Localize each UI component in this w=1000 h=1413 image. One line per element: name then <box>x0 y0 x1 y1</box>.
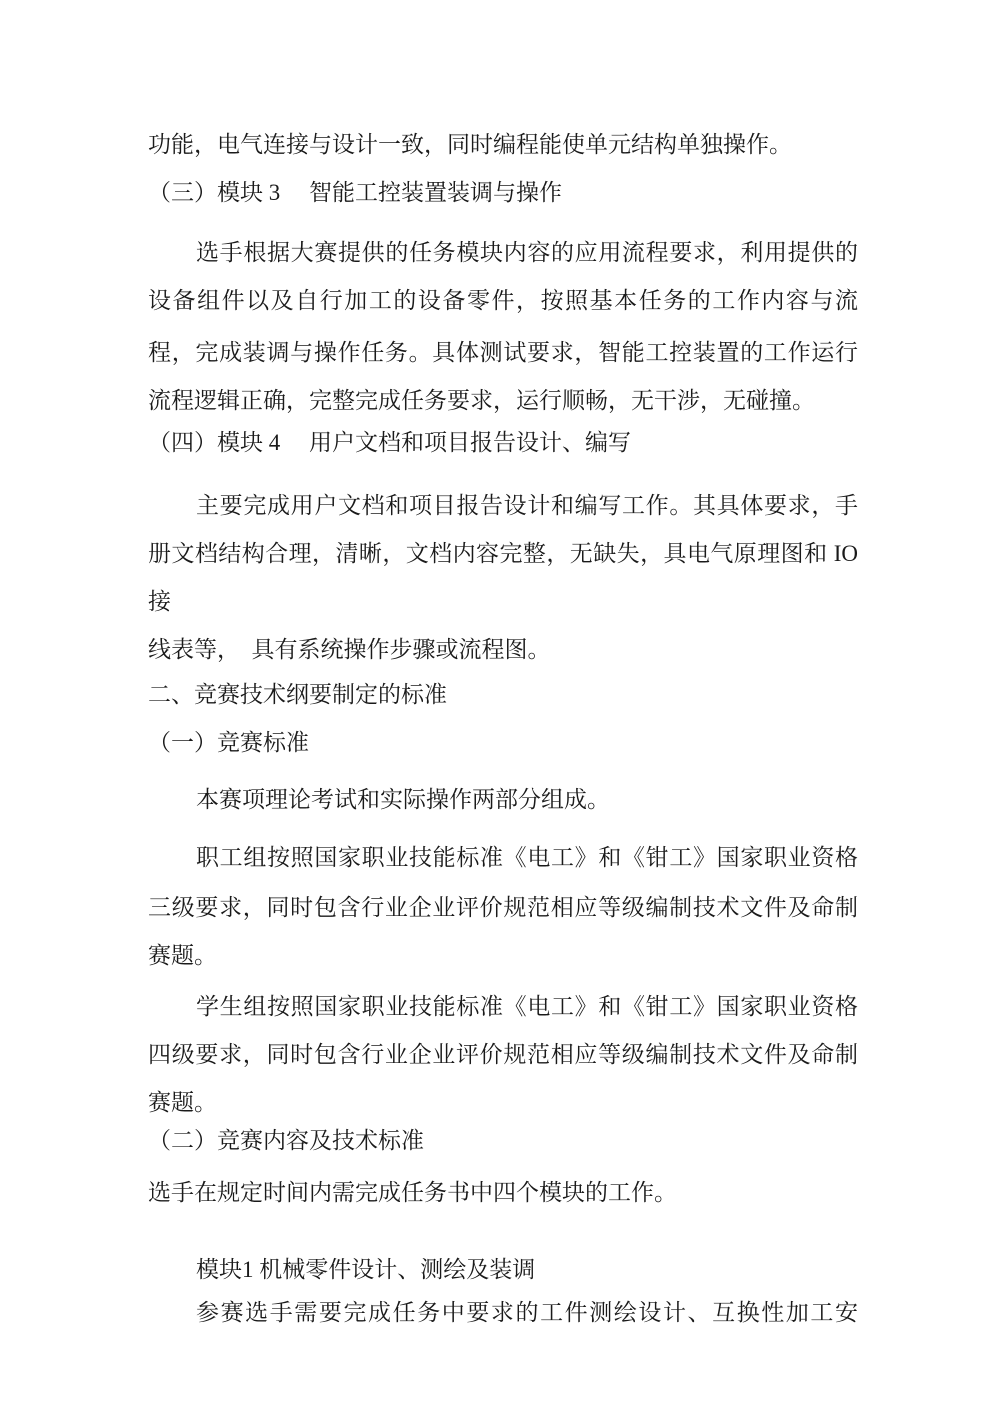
heading-module-3: （三）模块 3 智能工控装置装调与操作 <box>148 180 562 205</box>
paragraph-line: 主要完成用户文档和项目报告设计和编写工作。其具体要求，手 <box>196 493 858 518</box>
paragraph-line: 学生组按照国家职业技能标准《电工》和《钳工》国家职业资格 <box>196 994 858 1019</box>
heading-section-2: 二、竞赛技术纲要制定的标准 <box>148 682 447 707</box>
paragraph-line: 参赛选手需要完成任务中要求的工件测绘设计、互换性加工安 <box>196 1300 858 1325</box>
paragraph-line: 三级要求，同时包含行业企业评价规范相应等级编制技术文件及命制 <box>148 895 858 920</box>
heading-subsection-1: （一）竞赛标准 <box>148 730 309 755</box>
paragraph-line: 选手在规定时间内需完成任务书中四个模块的工作。 <box>148 1180 677 1205</box>
paragraph-line: 四级要求，同时包含行业企业评价规范相应等级编制技术文件及命制 <box>148 1042 858 1067</box>
paragraph-line: 程，完成装调与操作任务。具体测试要求，智能工控装置的工作运行 <box>148 340 858 365</box>
heading-module-4: （四）模块 4 用户文档和项目报告设计、编写 <box>148 430 631 455</box>
paragraph-line: 流程逻辑正确，完整完成任务要求，运行顺畅，无干涉，无碰撞。 <box>148 388 815 413</box>
paragraph-line: 功能，电气连接与设计一致，同时编程能使单元结构单独操作。 <box>148 132 792 157</box>
paragraph-line: 本赛项理论考试和实际操作两部分组成。 <box>196 787 610 812</box>
module1-title: 模块1 机械零件设计、测绘及装调 <box>196 1257 536 1282</box>
heading-subsection-2: （二）竞赛内容及技术标准 <box>148 1128 424 1153</box>
paragraph-line: 册文档结构合理，清晰，文档内容完整，无缺失，具电气原理图和 IO接 <box>148 541 858 614</box>
paragraph-line: 线表等， 具有系统操作步骤或流程图。 <box>148 637 551 662</box>
paragraph-line: 设备组件以及自行加工的设备零件，按照基本任务的工作内容与流 <box>148 288 858 313</box>
paragraph-line: 选手根据大赛提供的任务模块内容的应用流程要求，利用提供的 <box>196 240 858 265</box>
paragraph-line: 赛题。 <box>148 943 217 968</box>
paragraph-line: 赛题。 <box>148 1090 217 1115</box>
paragraph-line: 职工组按照国家职业技能标准《电工》和《钳工》国家职业资格 <box>196 845 858 870</box>
